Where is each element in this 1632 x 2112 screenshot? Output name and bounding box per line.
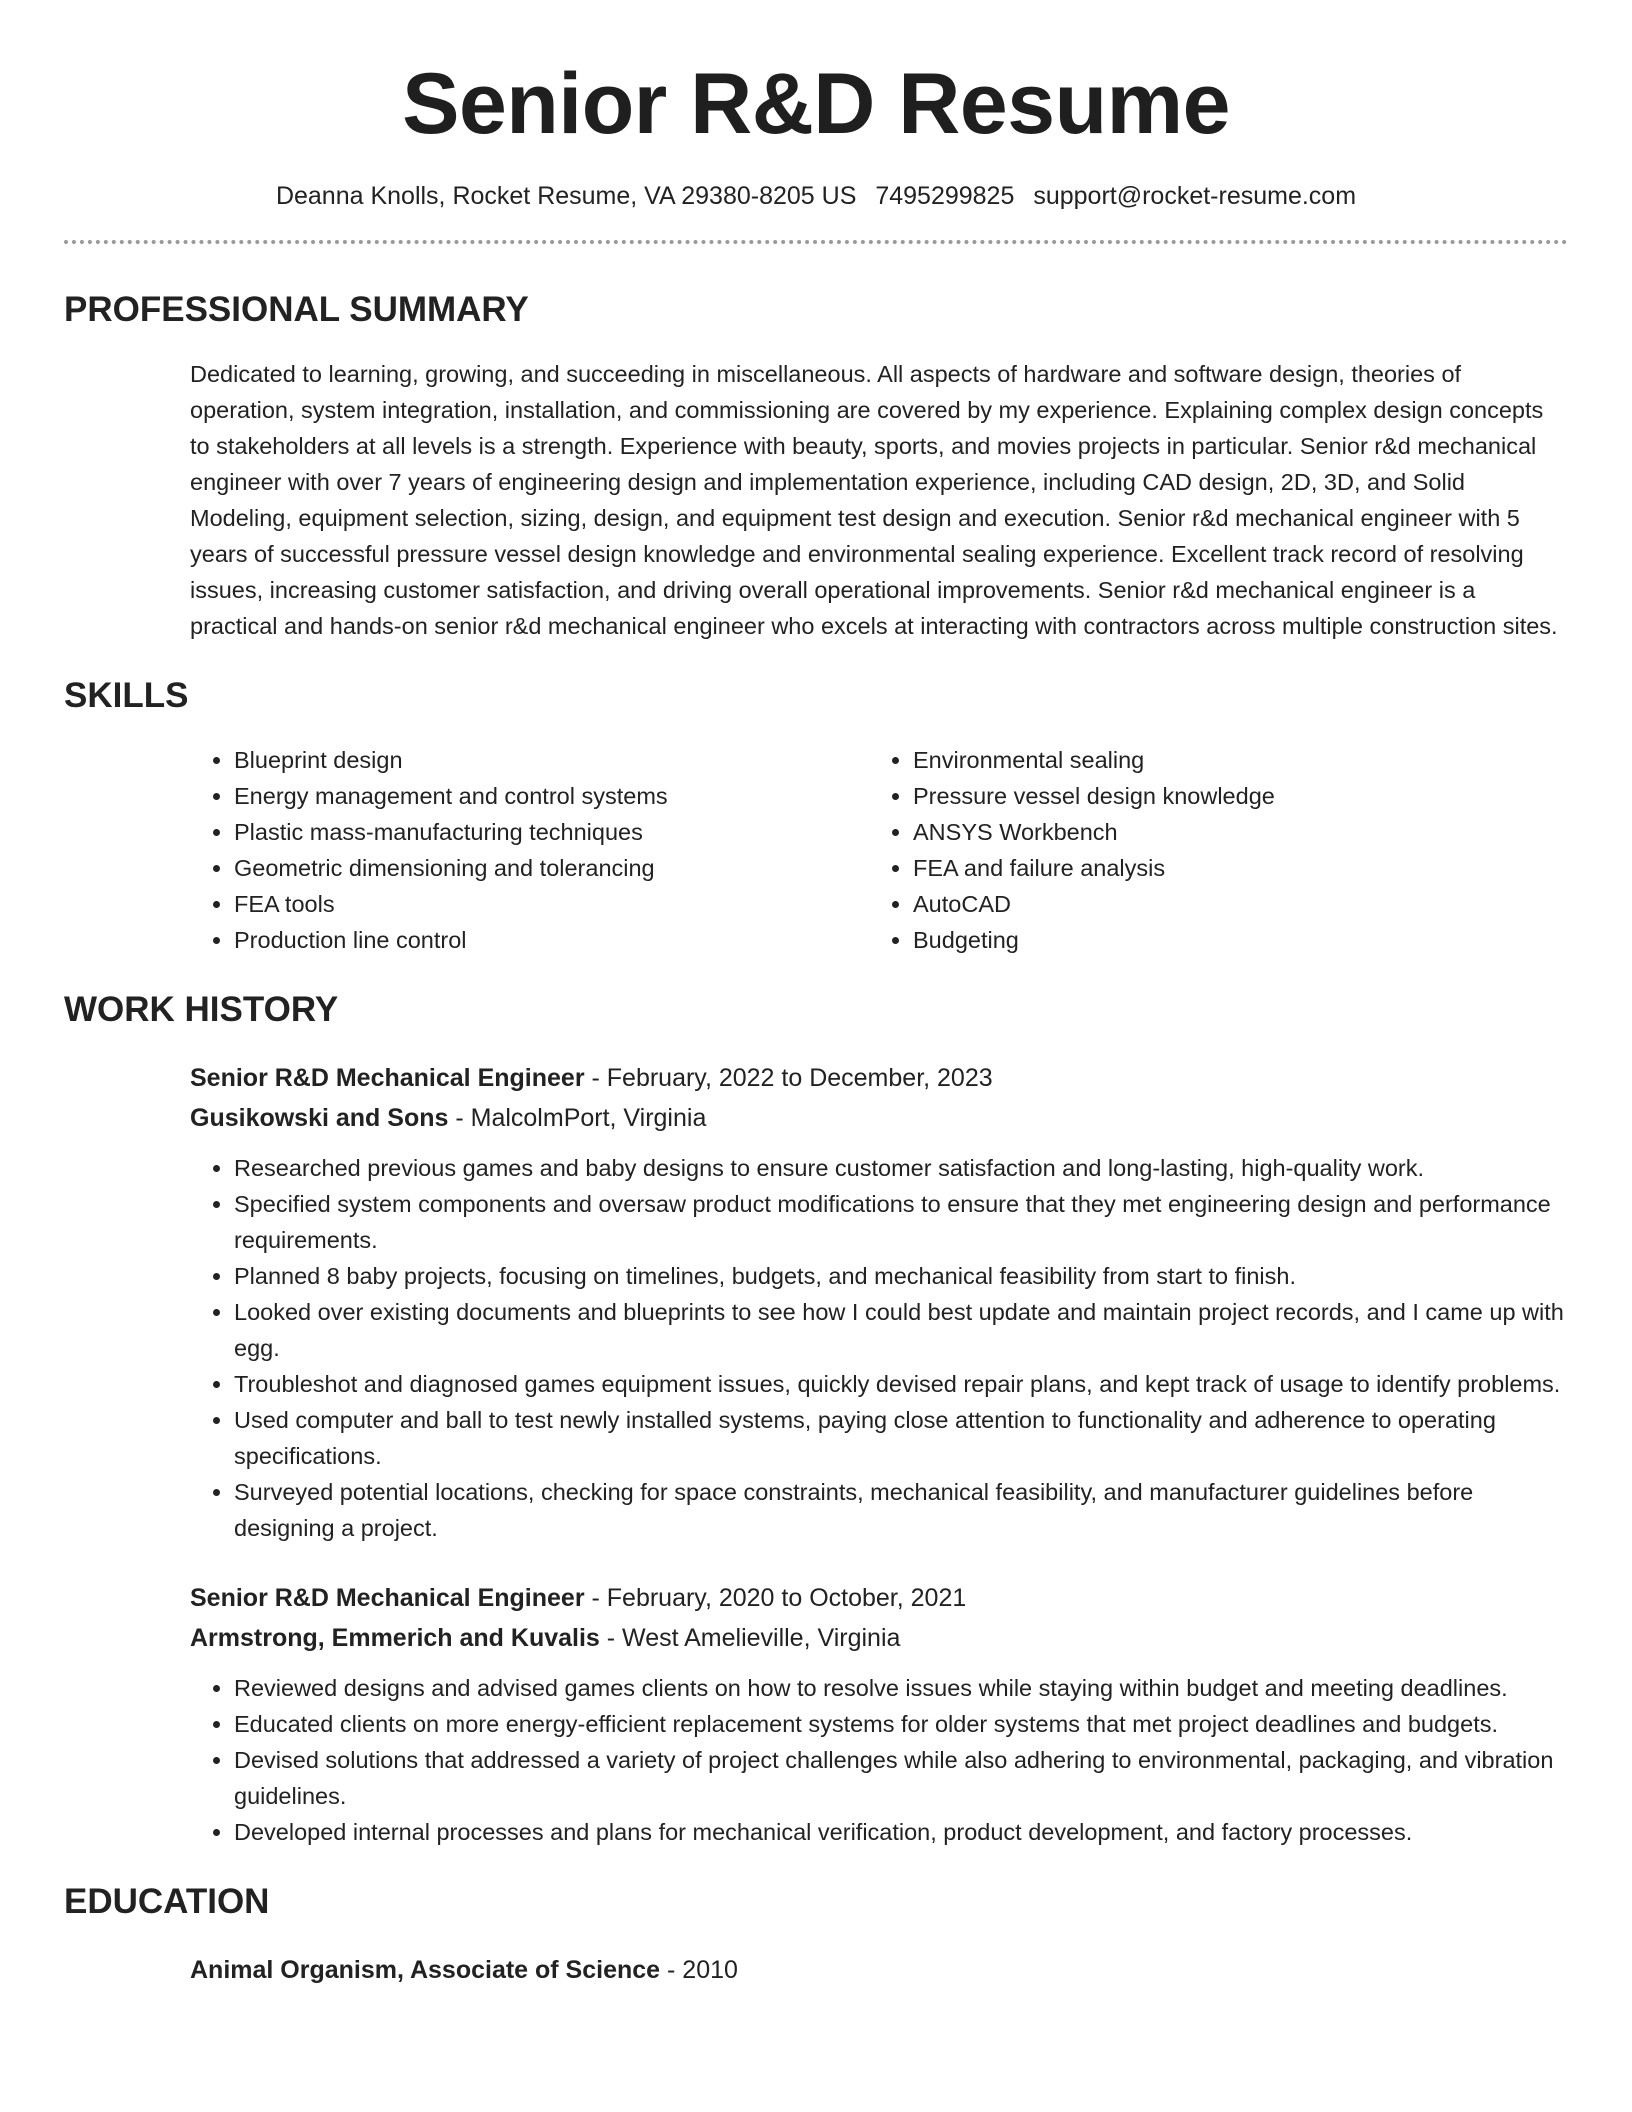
job-location: - MalcolmPort, Virginia — [448, 1104, 707, 1132]
work-history-heading: WORK HISTORY — [64, 990, 339, 1029]
job-bullet: • Used computer and ball to test newly installed systems, paying close attention to functionality and adherence to operating specifications. — [234, 1402, 1568, 1474]
skill-item: • FEA and failure analysis — [913, 850, 1548, 886]
skill-item: • Blueprint design — [234, 742, 869, 778]
job-bullet: • Educated clients on more energy-efficient replacement systems for older systems that met project deadlines and budgets. — [234, 1706, 1568, 1742]
job-bullet: • Planned 8 baby projects, focusing on timelines, budgets, and mechanical feasibility from start to finish. — [234, 1258, 1568, 1294]
skills-list — [190, 742, 1568, 958]
job-title-line — [190, 1578, 1568, 1618]
job-company-line — [190, 1618, 1568, 1658]
skill-item: • Energy management and control systems — [234, 778, 869, 814]
skill-item: • Plastic mass-manufacturing techniques — [234, 814, 869, 850]
job-bullets — [190, 1670, 1568, 1850]
job-dates: - February, 2020 to October, 2021 — [584, 1584, 967, 1612]
header-divider — [64, 240, 1568, 244]
skill-item: • Environmental sealing — [913, 742, 1548, 778]
skill-item: • AutoCAD — [913, 886, 1548, 922]
skill-item: • FEA tools — [234, 886, 869, 922]
job-bullet: • Developed internal processes and plans for mechanical verification, product development, and factory processes. — [234, 1814, 1568, 1850]
skills-column-right — [869, 742, 1548, 958]
skills-heading: SKILLS — [64, 676, 189, 715]
skill-item: • ANSYS Workbench — [913, 814, 1548, 850]
job-bullet: • Reviewed designs and advised games clients on how to resolve issues while staying within budget and meeting deadlines. — [234, 1670, 1568, 1706]
skill-item: • Production line control — [234, 922, 869, 958]
job-title: Senior R&D Mechanical Engineer — [190, 1064, 585, 1092]
job-bullet: • Devised solutions that addressed a variety of project challenges while also adhering to environmental, packaging, and vibration guidelines. — [234, 1742, 1568, 1814]
job-bullets — [190, 1150, 1568, 1546]
job-title: Senior R&D Mechanical Engineer — [190, 1584, 585, 1612]
education-year: - 2010 — [660, 1956, 738, 1984]
job-location: - West Amelieville, Virginia — [599, 1624, 901, 1652]
skill-item: • Budgeting — [913, 922, 1548, 958]
summary-heading: PROFESSIONAL SUMMARY — [64, 290, 529, 329]
job-dates: - February, 2022 to December, 2023 — [584, 1064, 993, 1092]
contact-email: support@rocket-resume.com — [1033, 182, 1357, 210]
job-company: Gusikowski and Sons — [190, 1104, 449, 1132]
resume-title: Senior R&D Resume — [402, 56, 1230, 152]
resume-page — [64, 0, 1568, 1990]
contact-line — [64, 178, 1568, 214]
job-title-line — [190, 1058, 1568, 1098]
education-heading: EDUCATION — [64, 1882, 270, 1921]
job-bullet: • Looked over existing documents and blueprints to see how I could best update and maintain project records, and I came up with egg. — [234, 1294, 1568, 1366]
job-company: Armstrong, Emmerich and Kuvalis — [190, 1624, 600, 1652]
job-bullet: • Troubleshot and diagnosed games equipment issues, quickly devised repair plans, and kept track of usage to identify problems. — [234, 1366, 1568, 1402]
skill-item: • Geometric dimensioning and tolerancing — [234, 850, 869, 886]
job-bullet: • Surveyed potential locations, checking for space constraints, mechanical feasibility, and manufacturer guidelines before designing a project. — [234, 1474, 1568, 1546]
contact-address: Deanna Knolls, Rocket Resume, VA 29380-8205 US — [275, 182, 857, 210]
job-entry — [190, 1058, 1568, 1546]
skill-item: • Pressure vessel design knowledge — [913, 778, 1548, 814]
contact-phone: 7495299825 — [875, 182, 1015, 210]
skills-column-left — [190, 742, 869, 958]
education-degree: Animal Organism, Associate of Science — [190, 1956, 661, 1984]
education-entry — [190, 1950, 1568, 1990]
job-company-line — [190, 1098, 1568, 1138]
job-bullet: • Specified system components and oversaw product modifications to ensure that they met engineering design and performance requirements. — [234, 1186, 1568, 1258]
job-entry — [190, 1578, 1568, 1850]
job-bullet: • Researched previous games and baby designs to ensure customer satisfaction and long-lasting, high-quality work. — [234, 1150, 1568, 1186]
summary-text: Dedicated to learning, growing, and succeeding in miscellaneous. All aspects of hardware and software design, theories of operation, system integration, installation, and commissioning are covered by my experience. Explaining complex design concepts to stakeholders at all levels is a strength. Experience with beauty, sports, and movies projects in particular. Senior r&d mechanical engineer with over 7 years of engineering design and implementation experience, including CAD design, 2D, 3D, and Solid Modeling, equipment selection, sizing, design, and equipment test design and execution. Senior r&d mechanical engineer with 5 years of successful pressure vessel design knowledge and environmental sealing experience. Excellent track record of resolving issues, increasing customer satisfaction, and driving overall operational improvements. Senior r&d mechanical engineer is a practical and hands-on senior r&d mechanical engineer who excels at interacting with contractors across multiple construction sites. — [190, 361, 1558, 639]
